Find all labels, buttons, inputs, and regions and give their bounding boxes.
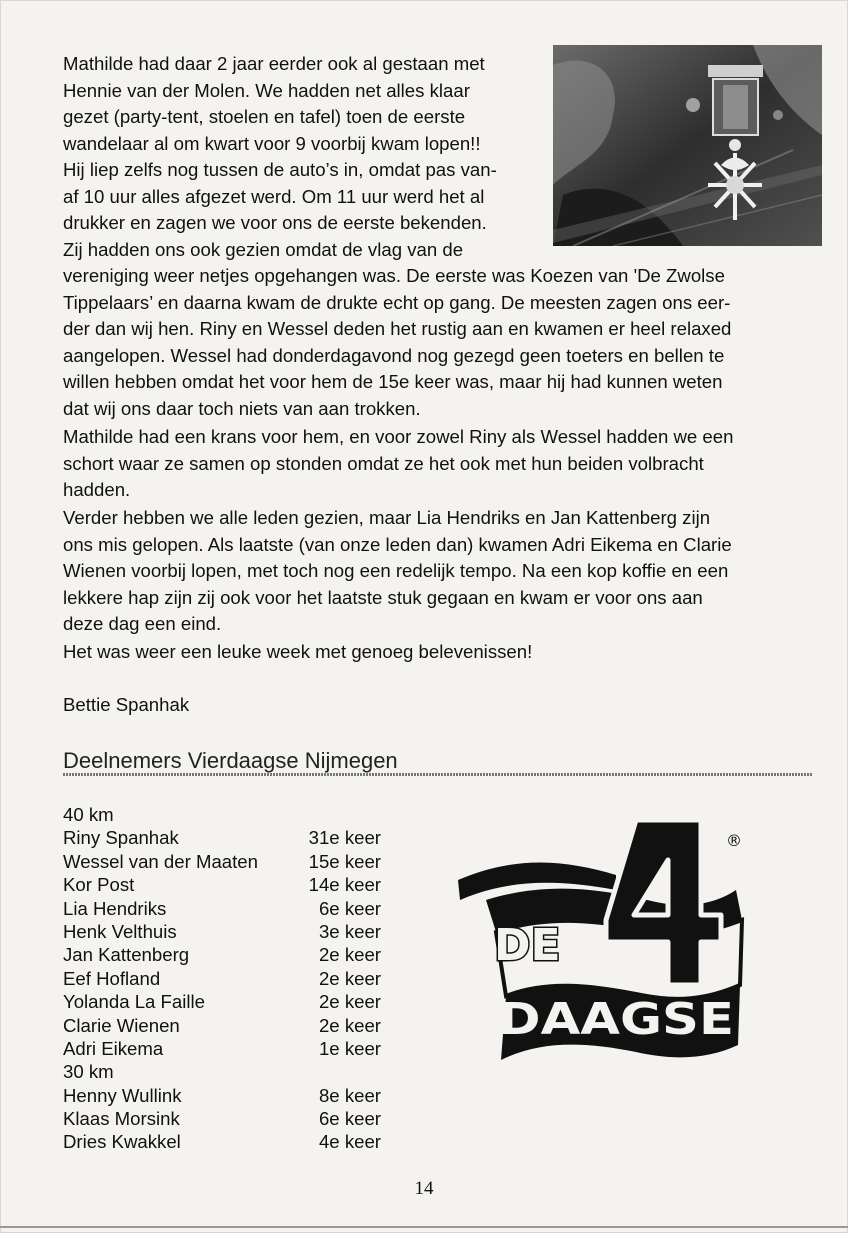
text-line: Verder hebben we alle leden gezien, maar Lia Hendriks en Jan Kattenberg zijn xyxy=(63,507,711,528)
participant-count: 4e keer xyxy=(318,1131,381,1153)
article-paragraph-1-wrapped xyxy=(63,51,497,263)
participant-count: 14e keer xyxy=(308,874,381,896)
participant-name: Wessel van der Maaten xyxy=(63,850,258,872)
text-line: wandelaar al om kwart voor 9 voorbij kwam lopen!! xyxy=(63,132,481,154)
article-paragraph-2 xyxy=(63,424,733,504)
list-item xyxy=(63,1037,393,1060)
list-item xyxy=(63,1084,393,1107)
text-line: af 10 uur alles afgezet werd. Om 11 uur werd het al xyxy=(63,185,485,207)
participant-count: 2e keer xyxy=(318,944,381,966)
text-line: vereniging weer netjes opgehangen was. De eerste was Koezen van 'De Zwolse xyxy=(63,265,725,286)
text-line: der dan wij hen. Riny en Wessel deden het rustig aan en kwamen er heel relaxed xyxy=(63,318,732,339)
participant-name: Yolanda La Faille xyxy=(63,991,205,1013)
participant-name: Lia Hendriks xyxy=(63,897,167,919)
participant-count: 15e keer xyxy=(308,850,381,872)
text-line: deze dag een eind. xyxy=(63,613,222,634)
participant-count: 31e keer xyxy=(308,827,381,849)
list-item xyxy=(63,850,393,873)
vierdaagse-logo xyxy=(456,820,752,1076)
text-line: Hennie van der Molen. We hadden net alles klaar xyxy=(63,79,470,101)
registered-mark: ® xyxy=(726,831,742,850)
list-item xyxy=(63,920,393,943)
text-line: dat wij ons daar toch niets van aan trokken. xyxy=(63,397,421,419)
list-item xyxy=(63,803,393,826)
text-line: Mathilde had een krans voor hem, en voor zowel Riny als Wessel hadden we een xyxy=(63,426,734,447)
text-line: willen hebben omdat het voor hem de 15e keer was, maar hij had kunnen weten xyxy=(63,371,723,392)
list-item xyxy=(63,1060,393,1083)
section-divider xyxy=(63,773,813,776)
participant-name: Henk Velthuis xyxy=(63,920,177,942)
participant-count: 6e keer xyxy=(318,897,381,919)
participant-count: 2e keer xyxy=(318,967,381,989)
participant-name: Kor Post xyxy=(63,874,135,896)
list-item xyxy=(63,1130,393,1153)
text-line: drukker en zagen we voor ons de eerste bekenden. xyxy=(63,212,487,233)
text-line: Hij liep zelfs nog tussen de auto’s in, omdat pas van- xyxy=(63,159,497,180)
article-paragraph-1-full xyxy=(63,263,731,422)
participant-name: Riny Spanhak xyxy=(63,827,179,849)
text-line: gezet (party-tent, stoelen en tafel) toen de eerste xyxy=(63,106,466,127)
participant-count: 6e keer xyxy=(318,1108,381,1130)
text-line: Wienen voorbij lopen, met toch nog een redelijk tempo. Na een kop koffie en een xyxy=(63,560,729,581)
participant-name: Dries Kwakkel xyxy=(63,1131,181,1153)
article-closing-line: Het was weer een leuke week met genoeg belevenissen! xyxy=(63,641,533,662)
participant-count: 3e keer xyxy=(318,920,381,942)
participant-name: 30 km xyxy=(63,1061,114,1083)
list-item xyxy=(63,897,393,920)
page-number: 14 xyxy=(414,1178,434,1199)
participant-name: Henny Wullink xyxy=(63,1084,182,1106)
text-line: schort waar ze samen op stonden omdat ze het ook met hun beiden volbracht xyxy=(63,452,704,474)
text-line: lekkere hap zijn zij ook voor het laatste stuk gegaan en kwam er voor ons aan xyxy=(63,586,703,608)
participant-name: Jan Kattenberg xyxy=(63,944,190,966)
text-line: hadden. xyxy=(63,479,131,500)
participant-count: 8e keer xyxy=(318,1084,381,1106)
logo-word-top: DE xyxy=(494,920,561,971)
flag-logo-graphic xyxy=(456,820,752,1076)
list-item xyxy=(63,990,393,1013)
medal-image xyxy=(553,45,822,246)
logo-word-bottom: DAAGSE xyxy=(498,994,734,1045)
author-signature: Bettie Spanhak xyxy=(63,694,190,715)
list-item xyxy=(63,967,393,990)
list-item xyxy=(63,873,393,896)
text-line: ons mis gelopen. Als laatste (van onze leden dan) kwamen Adri Eikema en Clarie xyxy=(63,533,732,555)
medal-photo xyxy=(553,45,822,246)
list-item xyxy=(63,826,393,849)
participant-count: 2e keer xyxy=(318,991,381,1013)
list-item xyxy=(63,1014,393,1037)
text-line: aangelopen. Wessel had donderdagavond nog gezegd geen toeters en bellen te xyxy=(63,344,725,366)
article-paragraph-3 xyxy=(63,505,732,638)
text-line: Zij hadden ons ook gezien omdat de vlag van de xyxy=(63,238,464,260)
participant-name: Clarie Wienen xyxy=(63,1014,180,1036)
participant-name: Eef Hofland xyxy=(63,967,161,989)
participants-list xyxy=(63,803,393,1154)
participant-name: Adri Eikema xyxy=(63,1037,164,1059)
text-line: Mathilde had daar 2 jaar eerder ook al gestaan met xyxy=(63,53,485,74)
participant-count: 2e keer xyxy=(318,1014,381,1036)
participant-count: 1e keer xyxy=(318,1037,381,1059)
list-item xyxy=(63,1107,393,1130)
text-line: Tippelaars’ en daarna kwam de drukte echt op gang. De meesten zagen ons eer- xyxy=(63,291,731,313)
section-title: Deelnemers Vierdaagse Nijmegen xyxy=(63,748,398,773)
bottom-edge-line xyxy=(0,1226,848,1228)
list-item xyxy=(63,943,393,966)
participant-name: Klaas Morsink xyxy=(63,1108,180,1130)
participant-name: 40 km xyxy=(63,804,114,825)
